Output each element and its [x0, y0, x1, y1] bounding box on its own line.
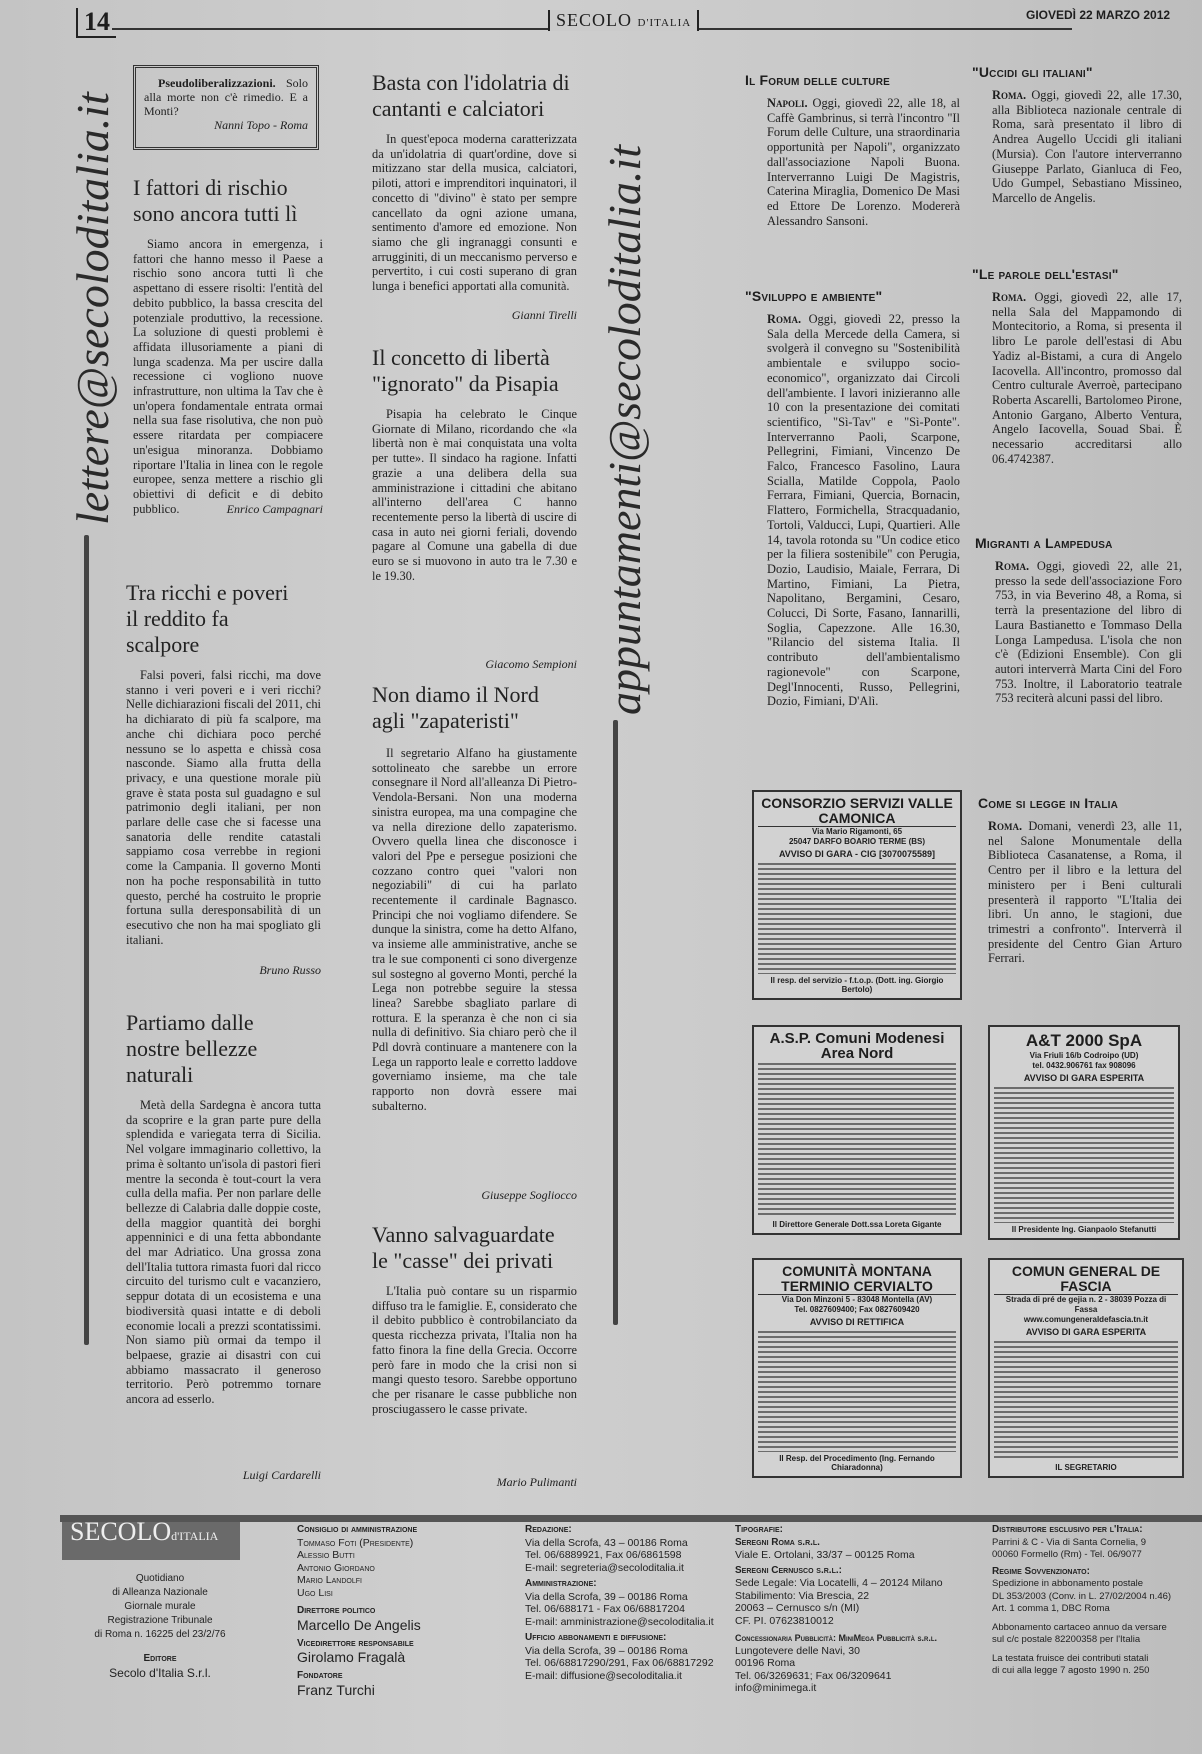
- legal-notice-ad: [988, 1025, 1180, 1240]
- legal-notice-ad: [752, 1258, 962, 1478]
- event-listing: [975, 535, 1182, 706]
- printer-address: Sede Legale: Via Locatelli, 4 – 20124 Milano: [735, 1577, 943, 1589]
- logo-main: SECOLO: [70, 1517, 172, 1546]
- director: Marcello De Angelis: [297, 1616, 421, 1633]
- director-label: Direttore politico: [297, 1605, 376, 1616]
- contact-line: Tel. 06/6889921, Fax 06/6861598: [525, 1549, 682, 1561]
- board-member: Tommaso Foti (Presidente): [297, 1536, 414, 1549]
- board-member: Ugo Lisi: [297, 1586, 333, 1599]
- letter-article: [372, 345, 577, 672]
- contact-email[interactable]: E-mail: amministrazione@secoloditalia.it: [525, 1615, 714, 1628]
- ad-fine-print: [758, 1063, 956, 1218]
- article-signature: Gianni Tirelli: [511, 308, 577, 322]
- event-title: Come si legge in Italia: [978, 795, 1119, 811]
- event-listing: [972, 266, 1182, 466]
- legal-notice-ad: [988, 1258, 1184, 1478]
- printer-address: 20063 – Cernusco s/n (MI): [735, 1602, 860, 1614]
- event-body: [767, 96, 960, 228]
- article-body: L'Italia può contare su un risparmio diffuso tra le famiglie. E, considerato che il debito pubblico è controbilanciato da questa ricchezza privata, l'Italia non ha fatto finora la fine della Grecia. Occorre però fare in modo che la crisi non si mangi questo tesoro. Sarebbe opportuno che per risanare le casse pubbliche non prosciugassero le casse private.: [372, 1284, 577, 1416]
- info-line: Registrazione Tribunale: [107, 1615, 213, 1626]
- event-listing: [745, 72, 960, 228]
- ad-notice-type: AVVISO DI GARA - CIG [3070075589]: [778, 849, 936, 859]
- divider: [84, 535, 89, 1345]
- event-title: "Le parole dell'estasi": [972, 266, 1119, 282]
- ad-signature: Il Presidente Ing. Gianpaolo Stefanutti: [1011, 1225, 1157, 1234]
- board-info: [297, 1524, 497, 1697]
- printers: [735, 1524, 965, 1695]
- info-line: di Alleanza Nazionale: [112, 1587, 208, 1598]
- article-body: Pisapia ha celebrato le Cinque Giornate di Milano, ricordando che «la libertà non è mai conquistata una volta per tutte». Il sindaco ha ragione. Infatti grazie a una delibera della sua amministrazione i cittadini che abitano all'interno dell'area C hanno recentemente perso la libertà di uscire di casa in auto nei giorni feriali, dovendo pagare al Comune una gabella di due euro se si muovono in auto tra le 7.30 e le 19.30.: [372, 407, 577, 583]
- ad-address: Via Mario Rigamonti, 65: [811, 827, 903, 836]
- article-title: Non diamo il Nord agli "zapateristi": [372, 682, 539, 733]
- subscription-line: Abbonamento cartaceo annuo da versare: [992, 1621, 1167, 1633]
- ad-title: A.S.P. Comuni Modenesi Area Nord: [769, 1030, 945, 1062]
- letter-article: [372, 1222, 577, 1490]
- vice-director: Girolamo Fragalà: [297, 1649, 406, 1665]
- event-text: Oggi, giovedì 22, presso la Sala della Mercede della Camera, si svolgerà il convegno su "Sostenibilità ambientale e sviluppo socio-economico", organizzato dai Circoli dell'ambiente. I lavori inizieranno alle 10 con la presentazione dei comitati scientifico, "Sì-Tav" e "Sì-Ponte". Interverranno Paoli, Scarpone, Pellegrini, Fimiani, Vincenzo De Falco, Francesco Fasolino, Laura Scialla, Matilde Coppola, Paolo Ferrara, Fimiani, Quercia, Bornacin, Flattero, Formichella, Stracquadanio, Tortoli, Valducci, Lupi, Quartieri. Alle 14, tavola rotonda su "Un codice etico per la filiera sostenibile" con Perugia, Dozio, Laudisio, Maiale, Ferrara, Di Martino, Fimiani, La Pietra, Napolitano, Bergamini, Cesaro, Colucci, Di Sorte, Fasano, Iannarilli, Soglia, Capezzone. Alle 16.30, "Rilancio del sistema Italia. Il contributo dell'ambientalismo ragionevole" con Scarpone, Degl'Innocenti, Russo, Pellegrini, Dozio, Fimiani, D'Alì.: [767, 312, 960, 709]
- event-place: Roma.: [995, 559, 1030, 573]
- ad-address: Via Don Minzoni 5 - 83048 Montella (AV): [781, 1295, 933, 1304]
- letters-email[interactable]: lettere@secoloditalia.it: [67, 92, 118, 525]
- article-title: Il concetto di libertà "ignorato" da Pisapia: [372, 345, 559, 396]
- article-title: I fattori di rischio sono ancora tutti lì: [133, 175, 298, 226]
- founder-label: Fondatore: [297, 1670, 343, 1681]
- event-title: "Sviluppo e ambiente": [745, 288, 883, 304]
- info-line: di Roma n. 16225 del 23/2/76: [94, 1629, 226, 1640]
- event-listing: [972, 64, 1182, 206]
- event-place: Roma.: [992, 88, 1027, 102]
- quote-signature: Nanni Topo - Roma: [214, 118, 308, 132]
- event-body: [767, 312, 960, 709]
- event-text: Oggi, giovedì 22, alle 18, al Caffè Gambrinus, si terrà l'incontro "Il Forum delle Culture, una straordinaria opportunità per Napoli", organizzato dall'associazione Napoli Buona. Interverranno Luigi De Magistris, Caterina Miraglia, Domenico De Masi ed Ettore De Lorenzo. Modererà Alessandro Sansoni.: [767, 96, 960, 228]
- contact-label: Ufficio abbonamenti e diffusione:: [525, 1632, 667, 1643]
- event-text: Oggi, giovedì 22, alle 21, presso la sede dell'associazione Foro 753, in via Beverino 48, a Roma, si terrà la presentazione del libro di Laura Bastianetto e Tommaso Della Longa Lampedusa. L'isola che non c'è (Edizioni Ensemble). Con gli autori interverrà Marta Cini del Foro 753. Inoltre, il Laboratorio teatrale 753 reciterà alcuni passi del libro.: [995, 559, 1182, 706]
- logo-small: d'ITALIA: [171, 1529, 219, 1543]
- publisher-label: Editore: [143, 1653, 177, 1664]
- regime-label: Regime Sovvenzionato:: [992, 1565, 1090, 1577]
- funding-line: di cui alla legge 7 agosto 1990 n. 250: [992, 1665, 1150, 1676]
- letter-article: [372, 682, 577, 1203]
- publisher: Secolo d'Italia S.r.l.: [109, 1666, 211, 1680]
- distribution-label: Distributore esclusivo per l'Italia:: [992, 1524, 1143, 1535]
- advertising-line: Tel. 06/3269631; Fax 06/3209641: [735, 1669, 892, 1682]
- quote-lead: Pseudoliberalizzazioni.: [158, 76, 276, 90]
- issue-date: GIOVEDÌ 22 MARZO 2012: [1026, 8, 1171, 22]
- legal-notice-ad: [752, 790, 962, 1000]
- quote-box: [133, 65, 319, 150]
- contacts: [525, 1524, 725, 1682]
- page-number: 14: [76, 8, 116, 38]
- ad-title: COMUNITÀ MONTANA TERMINIO CERVIALTO: [758, 1264, 956, 1295]
- advertising-label: Concessionaria Pubblicità: MiniMega Pubblicità s.r.l.: [735, 1633, 937, 1643]
- quote-text: Solo alla morte non c'è rimedio. E a Monti?: [144, 76, 308, 118]
- contact-email[interactable]: E-mail: diffusione@secoloditalia.it: [525, 1669, 682, 1682]
- ad-fine-print: [994, 1087, 1174, 1223]
- ad-title: COMUN GENERAL DE FASCIA: [994, 1264, 1178, 1295]
- contact-line: Tel. 06/688171 - Fax 06/68817204: [525, 1603, 685, 1615]
- masthead-main: SECOLO: [556, 10, 633, 30]
- printer-address: Stabilimento: Via Brescia, 22: [735, 1589, 870, 1602]
- board-member: Mario Landolfi: [297, 1574, 362, 1586]
- masthead: [548, 10, 699, 31]
- distribution-line: Parrini & C - Via di Santa Cornelia, 9: [992, 1536, 1147, 1548]
- vice-director-label: Vicedirettore responsabile: [297, 1637, 414, 1649]
- event-title: Migranti a Lampedusa: [975, 535, 1113, 551]
- contact-line: Via della Scrofa, 39 – 00186 Roma: [525, 1644, 688, 1657]
- ad-title: CONSORZIO SERVIZI VALLE CAMONICA: [758, 796, 956, 827]
- ad-notice-type: AVVISO DI GARA ESPERITA: [1023, 1073, 1145, 1083]
- regime-line: Art. 1 comma 1, DBC Roma: [992, 1603, 1110, 1614]
- event-body: [988, 819, 1182, 966]
- ad-title: A&T 2000 SpA: [1025, 1031, 1143, 1050]
- ad-signature: Il Resp. del Procedimento (Ing. Fernando Chiaradonna): [779, 1454, 935, 1472]
- colophon: [60, 1515, 1202, 1698]
- divider: [613, 720, 618, 1325]
- event-listing: [745, 288, 960, 709]
- founder: Franz Turchi: [297, 1681, 375, 1698]
- ad-signature: Il resp. del servizio - f.t.o.p. (Dott. ing. Giorgio Bertolo): [770, 976, 944, 994]
- article-title: Tra ricchi e poveri il reddito fa scalpore: [126, 580, 289, 657]
- regime-line: DL 353/2003 (Conv. in L. 27/02/2004 n.46): [992, 1590, 1172, 1602]
- article-signature: Enrico Campagnari: [226, 502, 323, 516]
- distribution: [992, 1524, 1202, 1678]
- article-signature: Giuseppe Sogliocco: [481, 1188, 577, 1202]
- subscription-line: sul c/c postale 82200358 per l'Italia: [992, 1634, 1141, 1645]
- publication-info: [80, 1572, 240, 1680]
- info-line: Quotidiano: [135, 1573, 185, 1584]
- letter-article: [126, 580, 321, 978]
- article-signature: Luigi Cardarelli: [242, 1468, 321, 1482]
- event-title: Il Forum delle culture: [745, 72, 890, 88]
- legal-notice-ad: [752, 1025, 962, 1235]
- ad-notice-type: AVVISO DI GARA ESPERITA: [1025, 1327, 1147, 1337]
- article-body: Siamo ancora in emergenza, i fattori che hanno messo il Paese a rischio sono ancora tutti lì che aspettano di essere risolti: l'entità del debito pubblico, la bassa crescita del potenziale produttivo, la recessione. La soluzione di questi problemi è affidata illusoriamente a piani di lunga scadenza. Ma per uscire dalla recessione ci vogliono nuove infrastrutture, non ultima la Tav che è un'opera fondamentale entrata ormai nella sua fase risolutiva, che non può essere ritardata per compiacere un'esigua minoranza. Dobbiamo riportare l'Italia in linea con le regole europee, senza mettere a rischio gli obiettivi di deficit e di debito pubblico.: [133, 237, 323, 516]
- ad-address: Tel. 0827609400; Fax 0827609420: [794, 1305, 920, 1314]
- advertising-line: 00196 Roma: [735, 1657, 796, 1669]
- contact-email[interactable]: E-mail: segreteria@secoloditalia.it: [525, 1561, 684, 1574]
- funding-line: La testata fruisce dei contributi statali: [992, 1652, 1149, 1664]
- board-label: Consiglio di amministrazione: [297, 1524, 418, 1535]
- contact-label: Amministrazione:: [525, 1578, 597, 1589]
- ad-fine-print: [758, 863, 956, 974]
- printer-address: Viale E. Ortolani, 33/37 – 00125 Roma: [735, 1549, 915, 1561]
- article-signature: Bruno Russo: [259, 963, 321, 977]
- article-title: Partiamo dalle nostre bellezze naturali: [126, 1010, 258, 1087]
- contact-line: Via della Scrofa, 39 – 00186 Roma: [525, 1590, 688, 1603]
- event-text: Domani, venerdì 23, alle 11, nel Salone Monumentale della Biblioteca Casanatense, a Roma, il Centro per il libro e la lettura del ministero per i Beni culturali presenterà il rapporto "L'Italia dei libri. Un anno, le stagioni, due trimestri a confronto". Interverrà il presidente del Centro Gian Arturo Ferrari.: [988, 819, 1182, 966]
- footer-logo: [62, 1517, 240, 1560]
- article-title: Basta con l'idolatria di cantanti e calciatori: [372, 70, 570, 121]
- ad-address: Strada di pré de gejia n. 2 - 38039 Pozza di Fassa: [1005, 1295, 1167, 1314]
- masthead-small: D'ITALIA: [637, 17, 692, 29]
- event-place: Napoli.: [767, 96, 808, 110]
- article-body: Metà della Sardegna è ancora tutta da scoprire e la gran parte pure della splendida e variegata terra di Sicilia. Nel volgare immaginario collettivo, la prima è soltanto un'isola di pastori fieri mentre la seconda è tout-court la vera culla della mafia. Per non parlare delle bellezze di Calabria dalle doppie coste, della maggior quantità dei borghi appenninici e di una fetta abbondante del mar Adriatico. Una grossa zona dell'Italia tuttora rimasta fuori dal ricco circuito del turismo cult e vacanziero, seppur dotata di un ecosistema e una biodiversità quasi intatte e di deboli economie locali a prezzi scontatissimi. Non siamo più ormai da tempo il belpaese, grazie ai disastri con cui abbiamo massacrato il generoso territorio. Però potremmo tornare ancora ad esserlo.: [126, 1098, 321, 1407]
- contact-line: Via della Scrofa, 43 – 00186 Roma: [525, 1536, 688, 1549]
- article-title: Vanno salvaguardate le "casse" dei privati: [372, 1222, 555, 1273]
- advertising-email[interactable]: info@minimega.it: [735, 1682, 817, 1694]
- board-member: Antonio Giordano: [297, 1561, 375, 1574]
- contact-label: Redazione:: [525, 1524, 572, 1535]
- advertising-line: Lungotevere delle Navi, 30: [735, 1644, 860, 1657]
- ad-signature: IL SEGRETARIO: [1055, 1463, 1117, 1472]
- info-line: Giornale murale: [124, 1601, 196, 1612]
- article-signature: Giacomo Sempioni: [485, 657, 577, 671]
- letter-article: [126, 1010, 321, 1483]
- regime-line: Spedizione in abbonamento postale: [992, 1578, 1144, 1589]
- letter-article: [372, 70, 577, 323]
- ad-fine-print: [758, 1331, 956, 1452]
- ad-address: Via Friuli 16/b Codroipo (UD): [1029, 1051, 1139, 1060]
- ad-notice-type: AVVISO DI RETTIFICA: [809, 1317, 905, 1327]
- event-place: Roma.: [767, 312, 802, 326]
- event-title: "Uccidi gli italiani": [972, 64, 1093, 80]
- event-text: Oggi, giovedì 22, alle 17, nella Sala del Mappamondo di Montecitorio, a Roma, si presenta il libro Le parole dell'estasi di Abu Yadiz al-Bistami, a cura di Angelo Iacovella. All'incontro, promosso dal Centro culturale Averroè, partecipano Roberta Ascarelli, Bartolomeo Pirone, Antonio Gargano, Alberto Ventura, Angelo Iacovella, Souad Sbai. È necessario accreditarsi allo 06.4742387.: [992, 290, 1182, 466]
- ad-address: 25047 DARFO BOARIO TERME (BS): [788, 837, 926, 846]
- printer-address: CF. PI. 07623810012: [735, 1614, 834, 1627]
- article-body: Il segretario Alfano ha giustamente sottolineato che sarebbe un errore consegnare il Nord all'alleanza Di Pietro-Vendola-Bersani. Non una moderna sinistra europea, ma una compagine che va nella direzione dello zapaterismo. Ovvero quella linea che disconosce i valori del Ppe e persegue posizioni che cozzano contro quei "valori non negoziabili" di cui ha parlato recentemente il cardinale Bagnasco. Principi che noi vogliamo difendere. Se dunque la sinistra, come ha detto Alfano, va insieme alle amministrative, anche se tra le sue componenti ci sono divergenze sul sostegno al governo Monti, perché la Lega non potrebbe seguire la stessa linea? Sarebbe sbagliato parlare di rottura. E la speranza è che non ci sia nulla di definitivo. Sia chiaro però che il Pdl dovrà continuare a mantenere con la Lega un rapporto leale e corretto laddove governiamo insieme, ma che tale rapporto non dovrà essere mai subalterno.: [372, 746, 577, 1113]
- event-body: [992, 290, 1182, 466]
- ad-address: www.comungeneraldefascia.tn.it: [1023, 1315, 1149, 1324]
- event-body: [995, 559, 1182, 706]
- event-body: [992, 88, 1182, 206]
- contact-line: Tel. 06/68817290/291, Fax 06/68817292: [525, 1657, 714, 1669]
- distribution-line: 00060 Formello (Rm) - Tel. 06/9077: [992, 1549, 1142, 1560]
- event-place: Roma.: [992, 290, 1027, 304]
- event-place: Roma.: [988, 819, 1023, 833]
- ad-fine-print: [994, 1341, 1178, 1461]
- events-email[interactable]: appuntamenti@secoloditalia.it: [599, 145, 650, 715]
- printers-label: Tipografie:: [735, 1524, 783, 1535]
- event-text: Oggi, giovedì 22, alle 17.30, alla Biblioteca nazionale centrale di Roma, sarà presentato il libro di Andrea Augello Uccidi gli italiani (Mursia). Con l'autore interverranno Giuseppe Parlato, Gianluca di Feo, Udo Gumpel, Sebastiano Missineo, Marcello de Angelis.: [992, 88, 1182, 205]
- printer-name: Seregni Cernusco s.r.l.:: [735, 1564, 842, 1576]
- article-body: Falsi poveri, falsi ricchi, ma dove stanno i veri poveri e i veri ricchi? Nelle dichiarazioni fiscali del 2011, chi ha dichiarato di più fa scalpore, ma anche chi dichiara poco perché nessuno se lo aspetta e chissà cosa nasconde. Siamo alla frutta della privacy, e una questione morale più grave è stata posta sul guadagno e sul patrimonio degli italiani, per non parlare delle case che si facesse una sanatoria delle rendite catastali sappiamo cosa verrebbe in regioni come la Campania. Il governo Monti non ha poche responsabilità in tutto questo, perché ha costruito le proprie fortuna sulla deresponsabilità di un esecutivo che non ha mai spogliato gli italiani.: [126, 668, 321, 947]
- board-member: Alessio Butti: [297, 1549, 355, 1561]
- article-body: In quest'epoca moderna caratterizzata da un'idolatria di quart'ordine, dove si mitizzano star della musica, calciatori, piloti, attori e imprenditori inquinatori, il concetto di "divino" è stato per sempre cancellato da ogni azione umana, sentimento d'amore ed emozione. Non siamo che gli ingranaggi consunti e arrugginiti, di un meccanismo perverso e pervertito, i cui costi superano di gran lunga i benefici apportati alla comunità.: [372, 132, 577, 294]
- ad-address: tel. 0432.906761 fax 908096: [1032, 1061, 1136, 1070]
- printer-name: Seregni Roma s.r.l.: [735, 1536, 820, 1548]
- event-listing: [978, 795, 1182, 966]
- ad-signature: Il Direttore Generale Dott.ssa Loreta Gigante: [772, 1220, 942, 1229]
- article-signature: Mario Pulimanti: [496, 1475, 577, 1489]
- letter-article: [133, 175, 323, 517]
